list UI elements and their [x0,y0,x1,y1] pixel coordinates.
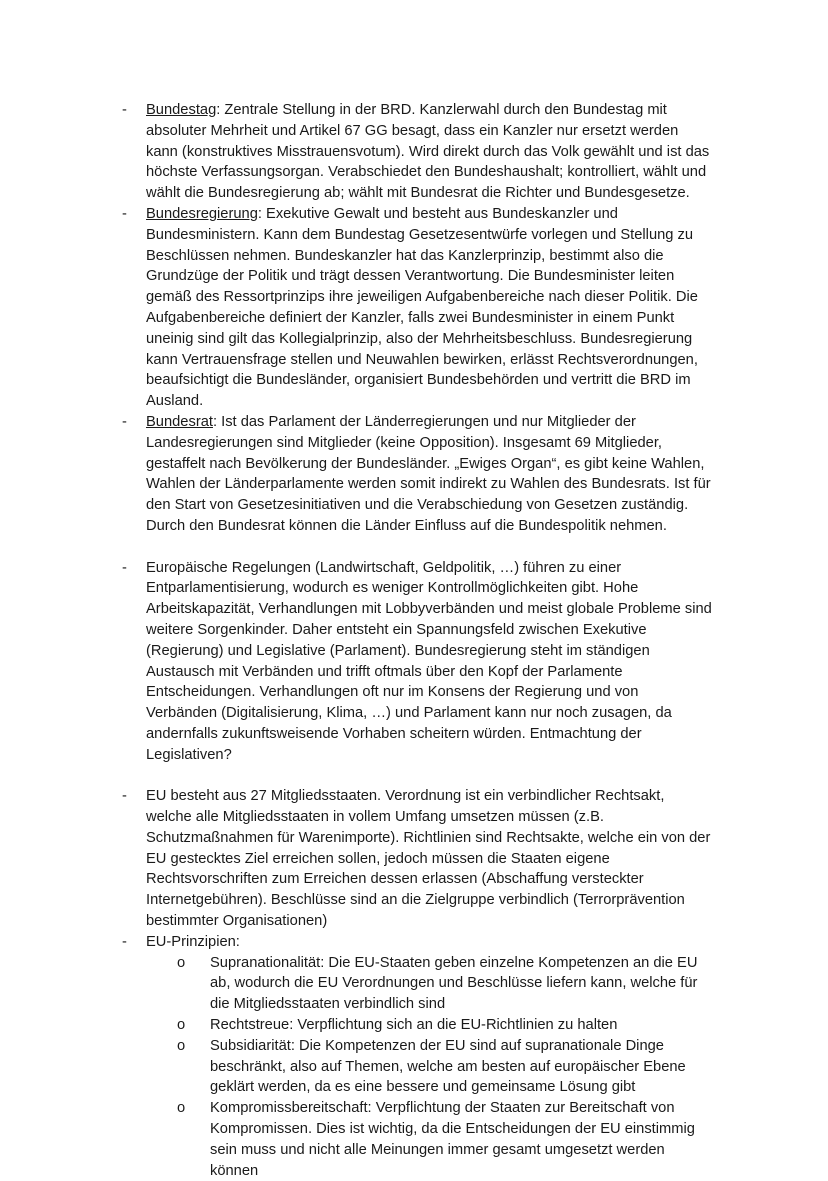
document-body [122,100,712,1181]
dash-bullet-marker: - [122,102,127,118]
term-bundesrat: Bundesrat [146,413,213,430]
paragraph-text: EU besteht aus 27 Mitgliedsstaaten. Verordnung ist ein verbindlicher Rechtsakt, welche alle Mitgliedsstaaten in vollem Umfang umsetzen müssen (z.B. Schutzmaßnahmen für Warenimporte). Richtlinien sind Rechtsakte, welche ein von der EU gestecktes Ziel erreichen sollen, jedoch müssen die Staaten eigene Rechtsvorschriften zum Erreichen dessen erlassen (Abschaffung versteckter Internetgebühren). Beschlüsse sind an die Zielgruppe verbindlich (Terrorprävention bestimmter Organisationen) [146,788,711,930]
list-item-text [146,412,712,537]
paragraph-text: : Ist das Parlament der Länderregierungen und nur Mitglieder der Landesregierungen sind Mitglieder (keine Opposition). Insgesamt 69 Mitglieder, gestaffelt nach Bevölkerung der Bundesländer. „Ewiges Organ“, es gibt keine Wahlen, Wahlen der Länderparlamente werden somit indirekt zu Wahlen des Bundesrats. Ist für den Start von Gesetzesinitiativen und die Verabschiedung von Gesetzen zuständig. Durch den Bundesrat können die Länder Einfluss auf die Bundespolitik nehmen. [146,413,711,534]
eu-prinzipien-heading: EU-Prinzipien: [146,933,240,950]
sub-list-item-text: Kompromissbereitschaft: Verpflichtung der Staaten zur Bereitschaft von Kompromissen. Dies ist wichtig, da die Entscheidungen der EU einstimmig sein muss und nicht alle Meinungen immer gesamt umgesetzt werden können [210,1100,695,1179]
dash-bullet-marker: - [122,559,127,576]
sub-list-item-text: Rechtstreue: Verpflichtung sich an die EU-Richtlinien zu halten [210,1017,618,1034]
term-bundestag: Bundestag [146,102,217,118]
list-item-europaeische-regelungen [122,558,712,766]
list-item-text [146,786,712,932]
circle-bullet-marker: o [177,1017,186,1034]
circle-bullet-marker: o [177,1100,186,1117]
dash-bullet-marker: - [122,933,127,950]
list-item-eu-rechtsakte [122,786,712,932]
sub-list-item-text: Supranationalität: Die EU-Staaten geben einzelne Kompetenzen an die EU ab, wodurch die EU Verordnungen und Beschlüsse liefern kann, welche für die Mitgliedsstaaten verbindlich sind [210,954,698,1013]
list-item-text [146,558,712,766]
sub-list-item-rechtstreue [177,1015,712,1036]
list-item-bundesregierung [122,204,712,412]
term-bundesregierung: Bundesregierung [146,205,258,222]
list-item-text [146,932,712,1181]
dash-bullet-marker: - [122,205,127,222]
sub-list-item-kompromissbereitschaft [177,1098,712,1181]
list-item-bundesrat [122,412,712,537]
paragraph-text: : Exekutive Gewalt und besteht aus Bundeskanzler und Bundesministern. Kann dem Bundestag Gesetzesentwürfe vorlegen und Stellung zu Beschlüssen nehmen. Bundeskanzler hat das Kanzlerprinzip, bestimmt also die Grundzüge der Politik und trägt dessen Verantwortung. Die Bundesminister leiten gemäß des Ressortprinzips ihre jeweiligen Aufgabenbereiche nach dieser Politik. Die Aufgabenbereiche definiert der Kanzler, falls zwei Bundesminister in einem Punkt uneinig sind gilt das Kollegialprinzip, also der Mehrheitsbeschluss. Bundesregierung kann Vertrauensfrage stellen und Neuwahlen bewirken, erlässt Rechtsverordnungen, beaufsichtigt die Bundesländer, organisiert Bundesbehörden und vertritt die BRD im Ausland. [146,205,698,410]
sub-list-item-subsidiaritaet [177,1036,712,1098]
circle-bullet-marker: o [177,1037,186,1054]
list-item-text [146,100,712,204]
paragraph-text: : Zentrale Stellung in der BRD. Kanzlerwahl durch den Bundestag mit absoluter Mehrheit und Artikel 67 GG besagt, dass ein Kanzler nur ersetzt werden kann (konstruktives Misstrauensvotum). Wird direkt durch das Volk gewählt und ist das höchste Verfassungsorgan. Verabschiedet den Bundeshaushalt; kontrolliert, wählt und wählt die Bundesregierung ab; wählt mit Bundesrat die Richter und Bundesgesetze. [146,102,710,202]
paragraph-text: Europäische Regelungen (Landwirtschaft, Geldpolitik, …) führen zu einer Entparlamentisierung, wodurch es weniger Kontrollmöglichkeiten gibt. Hohe Arbeitskapazität, Verhandlungen mit Lobbyverbänden und meist globale Probleme sind weitere Sorgenkinder. Daher entsteht ein Spannungsfeld zwischen Exekutive (Regierung) und Legislative (Parlament). Bundesregierung steht im ständigen Austausch mit Verbänden und trifft oftmals über den Kopf der Parlamente Entscheidungen. Verhandlungen oft nur im Konsens der Regierung und von Verbänden (Digitalisierung, Klima, …) und Parlament kann nur noch zusagen, da andernfalls zukunftsweisende Vorhaben scheitern würden. Entmachtung der Legislativen? [146,559,712,763]
sub-list-item-text: Subsidiarität: Die Kompetenzen der EU sind auf supranationale Dinge beschränkt, also auf Themen, welche am besten auf europäischer Ebene geklärt werden, da es eine bessere und gemeinsame Lösung gibt [210,1037,686,1096]
list-item-bundestag [122,100,712,204]
circle-bullet-marker: o [177,954,186,971]
dash-bullet-marker: - [122,788,127,805]
dash-bullet-marker: - [122,413,127,430]
list-item-text [146,204,712,412]
list-item-eu-prinzipien [122,932,712,1181]
sub-list-item-supranationalitaet [177,953,712,1015]
